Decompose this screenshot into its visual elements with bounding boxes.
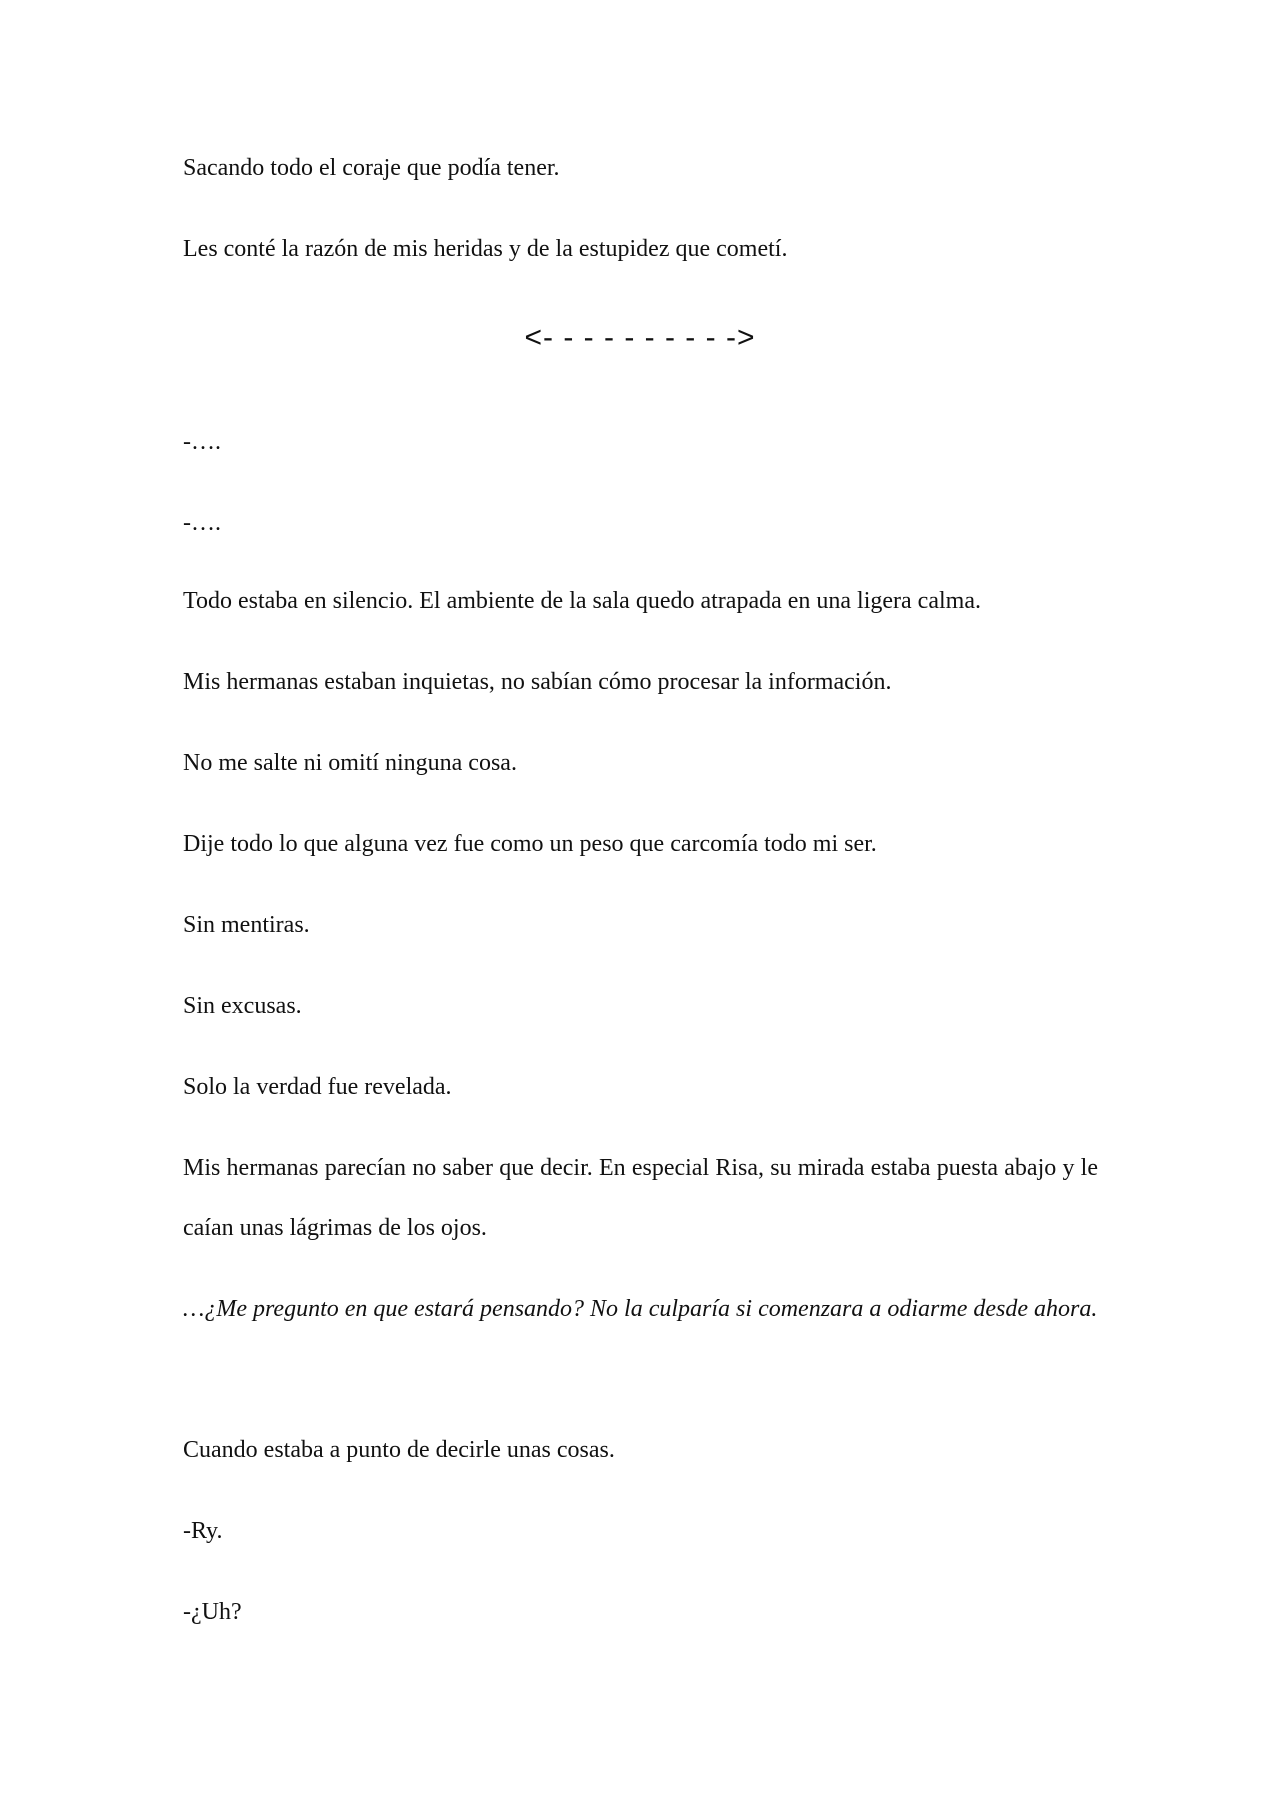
dialogue-line-2: -….: [183, 510, 221, 536]
dialogue-line-3: -Ry.: [183, 1518, 223, 1544]
paragraph-5: No me salte ni omití ninguna cosa.: [183, 750, 517, 776]
dialogue-line-1: -….: [183, 429, 221, 455]
paragraph-4: Mis hermanas estaban inquietas, no sabían cómo procesar la información.: [183, 669, 892, 695]
paragraph-10: Mis hermanas parecían no saber que decir. En especial Risa, su mirada estaba puesta abajo y le caían unas lágrimas de los ojos.: [183, 1155, 1098, 1241]
paragraph-7: Sin mentiras.: [183, 912, 310, 938]
paragraph-8: Sin excusas.: [183, 993, 302, 1019]
paragraph-11: Cuando estaba a punto de decirle unas cosas.: [183, 1437, 615, 1463]
paragraph-1: Sacando todo el coraje que podía tener.: [183, 155, 560, 181]
paragraph-3: Todo estaba en silencio. El ambiente de la sala quedo atrapada en una ligera calma.: [183, 588, 981, 614]
paragraph-6: Dije todo lo que alguna vez fue como un peso que carcomía todo mi ser.: [183, 831, 877, 857]
dialogue-line-4: -¿Uh?: [183, 1599, 242, 1625]
paragraph-9: Solo la verdad fue revelada.: [183, 1074, 452, 1100]
inner-thought-paragraph: …¿Me pregunto en que estará pensando? No la culparía si comenzara a odiarme desde ahora.: [183, 1296, 1098, 1322]
paragraph-2: Les conté la razón de mis heridas y de la estupidez que cometí.: [183, 236, 788, 262]
section-divider: <- - - - - - - - - ->: [524, 321, 756, 354]
